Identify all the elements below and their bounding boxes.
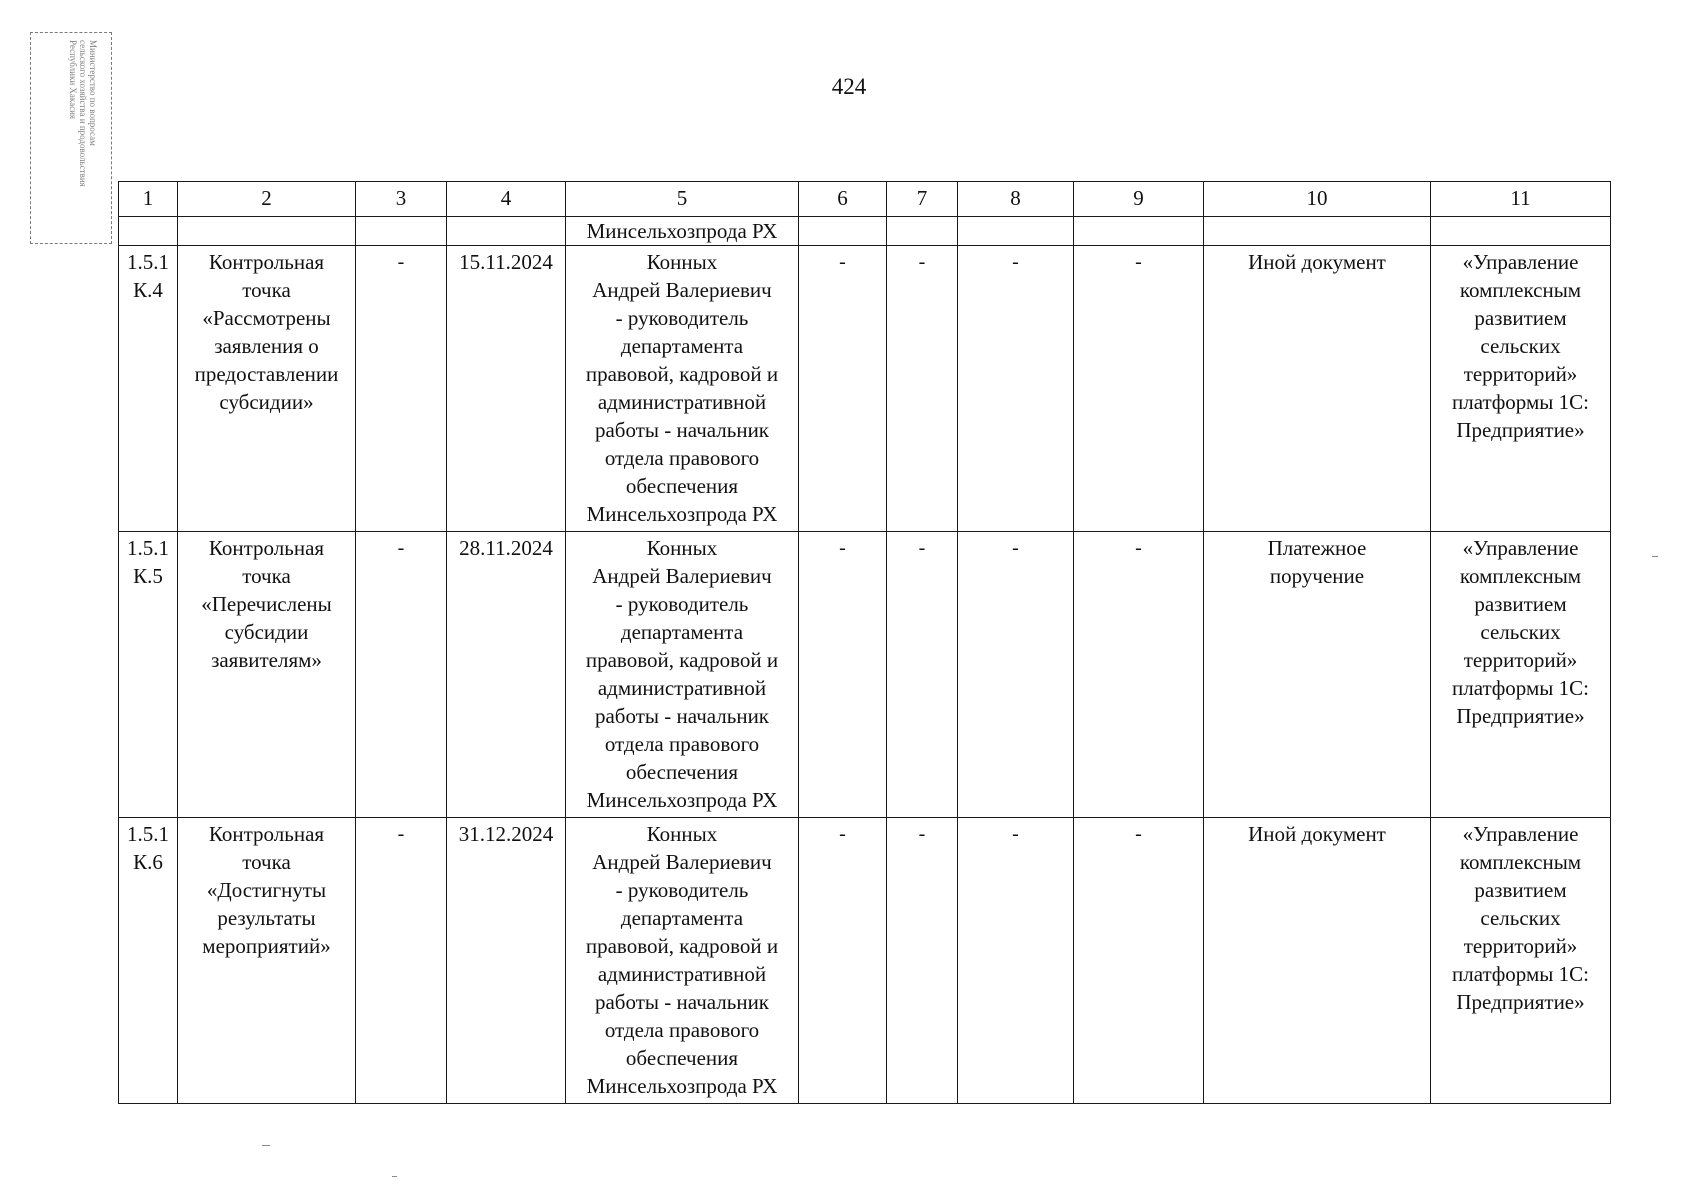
document-type-cell: Иной документ <box>1204 246 1431 532</box>
table-cell: - <box>356 818 447 1104</box>
table-row <box>119 246 1611 532</box>
table-cell <box>1074 217 1204 246</box>
table-cell <box>1431 217 1611 246</box>
stamp-line: сельского хозяйства и продовольствия <box>78 40 88 187</box>
scan-artifact <box>262 1145 270 1146</box>
table-cell <box>1204 217 1431 246</box>
table-row <box>119 818 1611 1104</box>
table-cell <box>447 217 566 246</box>
column-header: 11 <box>1431 182 1611 217</box>
table-cell: - <box>1074 532 1204 818</box>
column-header: 10 <box>1204 182 1431 217</box>
scan-artifact <box>392 1176 397 1177</box>
table-cell: - <box>887 818 958 1104</box>
table-cell <box>178 217 356 246</box>
date-cell: 31.12.2024 <box>447 818 566 1104</box>
control-points-table <box>118 181 1611 1104</box>
table-cell: - <box>887 246 958 532</box>
table-cell: - <box>799 246 887 532</box>
document-type-cell: Платежное поручение <box>1204 532 1431 818</box>
scan-artifact <box>1652 556 1658 557</box>
table-cell: - <box>958 818 1074 1104</box>
table-cell: - <box>958 532 1074 818</box>
column-header: 4 <box>447 182 566 217</box>
table-cell: - <box>799 818 887 1104</box>
table-cell: - <box>958 246 1074 532</box>
table-cell <box>356 217 447 246</box>
table-cell <box>119 217 178 246</box>
table-cell: - <box>356 246 447 532</box>
column-header: 3 <box>356 182 447 217</box>
column-header: 1 <box>119 182 178 217</box>
table-row <box>119 532 1611 818</box>
row-number: 1.5.1 К.4 <box>119 246 178 532</box>
information-system-cell: «Управление комплексным развитием сельских территорий» платформы 1С: Предприятие» <box>1431 246 1611 532</box>
row-number: 1.5.1 К.5 <box>119 532 178 818</box>
column-header: 6 <box>799 182 887 217</box>
table-cell: - <box>799 532 887 818</box>
stamp-line: Министерство по вопросам <box>88 40 98 146</box>
table-cell: - <box>356 532 447 818</box>
table-cell <box>887 217 958 246</box>
continuation-row <box>119 217 1611 246</box>
responsible-cell: Минсельхозпрода РХ <box>566 217 799 246</box>
table-cell: - <box>1074 246 1204 532</box>
stamp-text <box>38 40 98 240</box>
header-row <box>119 182 1611 217</box>
table-cell <box>799 217 887 246</box>
table-cell: - <box>887 532 958 818</box>
table-cell <box>958 217 1074 246</box>
responsible-cell: Конных Андрей Валериевич - руководитель департамента правовой, кадровой и административной работы - начальник отдела правового обеспечения Минсельхозпрода РХ <box>566 818 799 1104</box>
column-header: 8 <box>958 182 1074 217</box>
information-system-cell: «Управление комплексным развитием сельских территорий» платформы 1С: Предприятие» <box>1431 532 1611 818</box>
page-number: 424 <box>831 74 867 99</box>
responsible-cell: Конных Андрей Валериевич - руководитель департамента правовой, кадровой и административной работы - начальник отдела правового обеспечения Минсельхозпрода РХ <box>566 532 799 818</box>
responsible-cell: Конных Андрей Валериевич - руководитель департамента правовой, кадровой и административной работы - начальник отдела правового обеспечения Минсельхозпрода РХ <box>566 246 799 532</box>
row-number: 1.5.1 К.6 <box>119 818 178 1104</box>
date-cell: 15.11.2024 <box>447 246 566 532</box>
document-type-cell: Иной документ <box>1204 818 1431 1104</box>
column-header: 7 <box>887 182 958 217</box>
date-cell: 28.11.2024 <box>447 532 566 818</box>
column-header: 2 <box>178 182 356 217</box>
control-point-name: Контрольная точка «Достигнуты результаты мероприятий» <box>178 818 356 1104</box>
column-header: 9 <box>1074 182 1204 217</box>
control-point-name: Контрольная точка «Рассмотрены заявления о предоставлении субсидии» <box>178 246 356 532</box>
information-system-cell: «Управление комплексным развитием сельских территорий» платформы 1С: Предприятие» <box>1431 818 1611 1104</box>
column-header: 5 <box>566 182 799 217</box>
stamp-line: Республики Хакасия <box>68 40 78 120</box>
table-cell: - <box>1074 818 1204 1104</box>
control-point-name: Контрольная точка «Перечислены субсидии заявителям» <box>178 532 356 818</box>
